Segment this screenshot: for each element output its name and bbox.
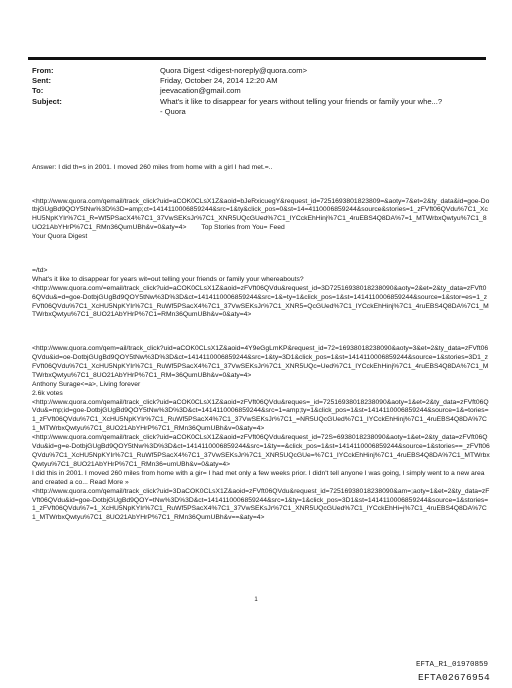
sent-row [32,76,492,86]
efta-reference-small: EFTA_R1_01970859 [415,661,488,669]
page-number: 1 [254,597,258,603]
to-value: jeevacation@gmail.com [160,86,241,96]
from-row [32,66,492,76]
sent-label: Sent: [32,76,51,86]
sent-value: Friday, October 24, 2014 12:20 AM [160,76,278,86]
body-paragraph-top-stories: <http://www.quora.com/qemail/track_click?uid=aCOK0CLsX1Z&aoid=bJeRxicuegY&request_id=7251693801823809=&aoty=7&et=2&ty_data&id=goe-DotbjGUgBd9QOY5tNw%3D%3D=amp;ct=1414110006859244&src=1&ty&click_pos=0&st=14=4110006859244&source&stories=1_zFVft06QVdu%7C1_XcHU5NpKYIr%7C1_R=Wf5PSacX4%7C1_37VwSEKsJr%7C1_XNR5UQcGUed%7C1_IYCckEhHinj%7C1_4ruEBS4Q8DA%7=1_MTWrbxQwtyu%7C1_8UO21AbYHrP%7C1_RMn36QumUBh&v=0&aty=4> Top Stories from You= Feed Your Quora Digest [32,197,490,241]
from-value: Quora Digest <digest-noreply@quora.com> [160,66,308,75]
body-paragraph-answer: Answer: I did th=s in 2001. I moved 260 miles from home with a girl I had met.=.. [32,163,273,171]
from-label: From: [32,66,54,75]
email-header [32,66,492,117]
body-paragraph-question: =/td> What's it like to disappear for years wit=out telling your friends or family your whereabouts? <http://www.quora.com/=email/track_click?uid=aCOK0CLsX1Z&aoid=zFVft06QVdu&request_id=3D72516938018238090&aoty=2&et=2&ty_data=zFVft06QVdu&=d=goe-DotbjGUgBd9QOY5tNw%3D%3D&ct=1414110006859244&src=1&=ty=1&click_pos=1&st=1414110006859244&source=1&stor=es=1_zFVft06QVdu%7C1_XcHU5NpKYIr%7C1_RuWf5PSacX4%7C1_37VwSEKsJr%7C1_XNR5=QcGUed%7C1_IYCckEhHinj%7C1_4ruEBS4Q8DA%7C1_MTWrbxQwtyu%7C1_8UO21AbYHrP%7C1=RMn36QumUBh&v=0&aty=4> [32,266,489,319]
to-label: To: [32,86,44,96]
body-paragraph-answer-detail: <http://www.quora.com/qem=ail/track_click?uid=aCOK0CLsX1Z&aoid=4Y9eGgLmKP&request_id=72=16938018238090&aoty=3&et=2&ty_data=zFVft06QVdu&id=oe-DotbjGUgBd9QOY5tNw%3D%3D&ct=1414110006859244&src=1&ty=3D1&click_pos=1&st=1414110006859244&source=1&stories=3D1_zFVft06QVdu%7C1_XcHU5NpKYIr%7C1_RuWf5PSacX4%7C1_37VwSEKsJr%7C1_XNR5UQc=Ued%7C1_IYCckEhHinj%7C1_4ruEBS4Q8DA%7C1_MTWrbxQwtyu%7C1_8UO21AbYHrP%7C1_RM=36QumUBh&v=0&aty=4> Anthony Surage<=a>, Living forever 2.6k votes <http://www.quora.com/qemail/track_click?uid=aCOK0CLsX1Z&aoid=zFVft06QVdu&reques=_id=72516938018238090&aoty=1&et=2&ty_data=zFVft06QVdu&=mp;id=goe-DotbjGUgBd9QOY5tNw%3D%3D&ct=1414110006859244&src=1=amp;ty=1&click_pos=1&st=1414110006859244&source=1&=tories=1_zFVft06QVdu%7C1_XcHU5NpKYIr%7C1_RuWf5PSacX4%7C1_37VwSEKsJr%7C1_=NR5UQcGUed%7C1_IYCckEhHinj%7C1_4ruEBS4Q8DA%7C1_MTWrbxQwtyu%7C1_8UO21AbYHrP%7C1_RMn36QumUBh&v=0&aty=4> <http://www.quora.com/qemail/track_click?uid=aCOK0CLsX1Z&aoid=zFVft06QVdu&request_id=72S=6938018238090&aoty=1&et=2&ty_data=zFVft06QVdu&id=g=e-DotbjGUgBd9QOY5tNw%3D%3D&ct=1414110006859244&src=1&ty==&click_pos=1&st=1414110006859244&source=1&stories==_zFVft06QVdu%7C1_XcHU5NpKYIr%7C1_RuWf5PSacX4%7C1_37VwSEKsJr%7C1_XNR5UQcGUe=%7C1_IYCckEhHinj%7C1_4ruEBS4Q8DA%7C1_MTWrbxQwtyu%7C1_8UO21AbYHrP%7C1_RMn36=umUBh&v=0&aty=4> I did this in 2001. I moved 260 miles from home with a gir= I had met only a few weeks prior. I didn't tell anyone I was going, I simply went to a new area and created a co... Read More » <http://www.quora.com/qemail/track_click?uid=3DaCOK0CLsX1Z&aoid=zFVft06QVdu&request_id=72516938018238090&am=;aoty=1&et=2&ty_data=zFVft06QVdu&id=goe-DotbjGUgBd9QOY=tNw%3D%3D&ct=1414110006859244&src=1&ty=1&click_pos=3D1&st=1414110006859244&source=1&stories=1_zFVft06QVdu%7=1_XcHU5NpKYIr%7C1_RuWf5PSacX4%7C1_37VwSEKsJr%7C1_XNR5UQcGUed%7C1_IYCckEhHi=j%7C1_4ruEBS4Q8DA%7C1_MTWrbxQwtyu%7C1_8UO21AbYHrP%7C1_RMn36QumUBh&v==&aty=4> [32,345,490,522]
subject-row [32,97,492,117]
header-rule [28,57,486,60]
subject-label: Subject: [32,96,62,106]
to-row [32,86,492,96]
email-body [32,146,490,539]
subject-value: What's it like to disappear for years without telling your friends or family your whe...? - Quora [160,96,443,116]
efta-reference-large: EFTA02676954 [417,672,490,683]
